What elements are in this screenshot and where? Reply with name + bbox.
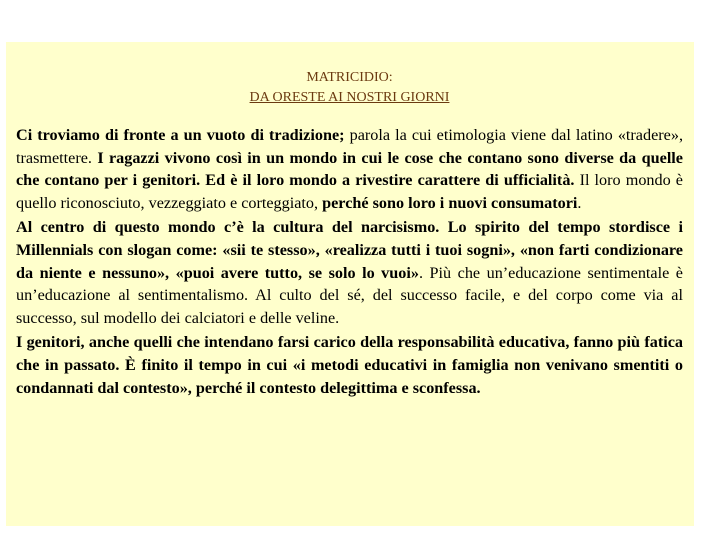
slide-body [16, 124, 683, 399]
paragraph-3 [16, 331, 683, 399]
title-line-2: DA ORESTE AI NOSTRI GIORNI [249, 90, 450, 105]
slide-title [16, 68, 683, 108]
text-segment: I ragazzi vivono così in un mondo in cui le cose che contano sono diverse da quelle che contano per i genitori. Ed è il loro mondo a rivestire carattere di ufficialità. [16, 148, 683, 190]
text-segment: I genitori, anche quelli che intendano farsi carico della responsabilità educativa, fanno più fatica che in passato. È finito il tempo in cui «i metodi educativi in famiglia non venivano smentiti o condannati dal contesto», perché il contesto delegittima e sconfessa. [16, 333, 683, 397]
slide [6, 42, 694, 526]
text-segment: Ci troviamo di fronte a un vuoto di tradizione; [16, 126, 345, 144]
text-segment: . Più che un’educazione sentimentale è un’educazione al sentimentalismo. Al culto del sé, del successo facile, e del corpo come via al successo, sul modello dei calciatori e delle veline. [16, 263, 683, 327]
paragraph-2 [16, 216, 683, 329]
text-segment: Il loro mondo è quello riconosciuto, vezzeggiato e corteggiato, [16, 171, 683, 212]
paragraph-1 [16, 124, 683, 214]
text-segment: . [577, 193, 582, 212]
title-line-1: MATRICIDIO: [306, 70, 393, 85]
text-segment: perché sono loro i nuovi consumatori [322, 193, 578, 212]
text-segment: parola la cui etimologia viene dal latino «tradere», trasmettere. [16, 126, 683, 167]
text-segment: Al centro di questo mondo c’è la cultura del narcisismo. Lo spirito del tempo stordisce i Millennials con slogan come: «sii te stesso», «realizza tutti i tuoi sogni», «non farti condizionare da niente e nessuno», «puoi avere tutto, se solo lo vuoi» [16, 218, 683, 282]
